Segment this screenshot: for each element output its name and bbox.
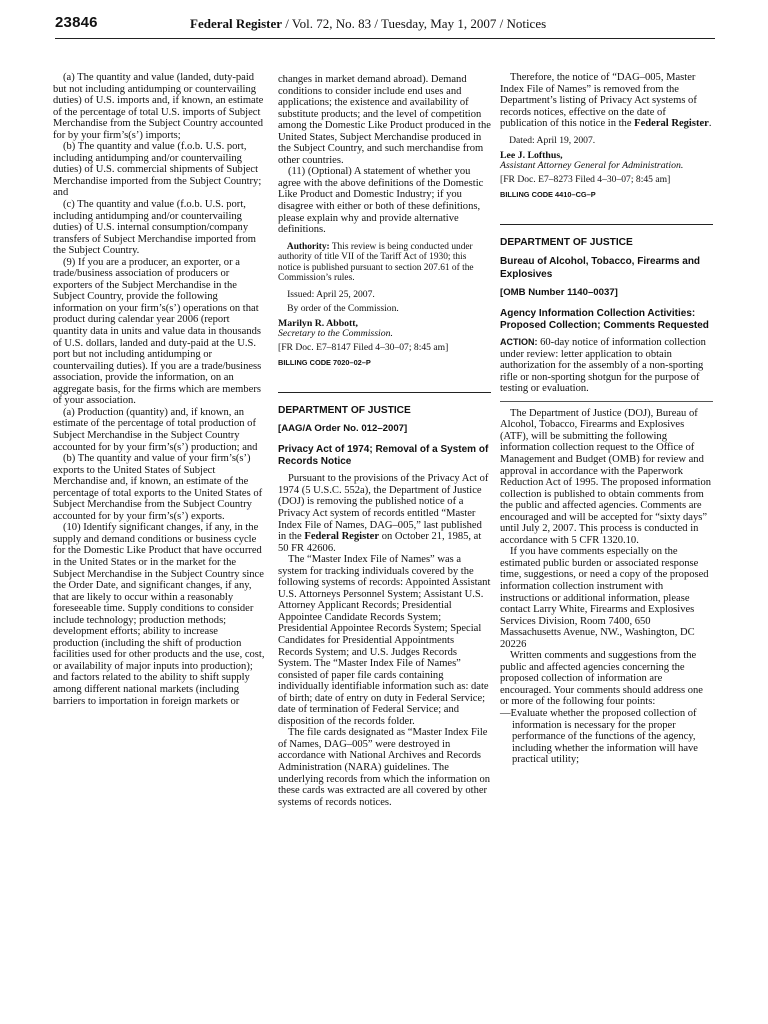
publication-title: Federal Register bbox=[190, 16, 283, 31]
notice-subject: Privacy Act of 1974; Removal of a System of Records Notice bbox=[278, 443, 489, 468]
bullet-item: —Evaluate whether the proposed collection of information is necessary for the proper performance of the functions of the agency, including whether the information will have practical utility; bbox=[500, 707, 698, 766]
text: . bbox=[708, 118, 712, 130]
running-head bbox=[190, 16, 546, 32]
paragraph: (a) The quantity and value (landed, duty-paid but not including antidumping or countervailing duties) of U.S. imports and, if known, an estimate of the percentage of total U.S. imports of Subject Merchandise from the Subject Country accounted for by your firm’s(s’) imports; bbox=[53, 72, 264, 141]
publication-ref: Federal Register bbox=[634, 118, 709, 130]
paragraph bbox=[278, 473, 491, 554]
paragraph: The file cards designated as “Master Index File of Names, DAG–005” were destroyed in accordance with National Archives and Records Administration (NARA) guidelines. The underlying records from which the information on these cards was extracted are all covered by other systems of records notices. bbox=[278, 727, 491, 808]
action-label: ACTION: bbox=[500, 337, 538, 348]
paragraph: (10) Identify significant changes, if any, in the supply and demand conditions or business cycle for the Domestic Like Product that have occurred in the United States or in the market for the Subject Merchandise in the Subject Country since the Order Date, and significant changes, if any, that are likely to occur within a reasonably foreseeable time. Supply conditions to consider include technology; production methods; development efforts; ability to increase production (including the shift of production facilities used for other products and the use, cost, or availability of major inputs into production); and factors related to the ability to shift supply among different national markets (including barriers to importation in foreign markets or bbox=[53, 522, 265, 707]
signer-title: Secretary to the Commission. bbox=[278, 328, 394, 340]
page-header bbox=[55, 8, 715, 36]
text: Therefore, the notice of “DAG–005, Master Index File of Names” is removed from the Department’s listing of Privacy Act systems of records notices, effective on the date of publication of this notice in the bbox=[500, 72, 697, 130]
section-rule bbox=[500, 224, 713, 225]
text: on October 21, 1985, at 50 FR 42606. bbox=[278, 531, 482, 554]
paragraph: changes in market demand abroad). Demand conditions to consider include end uses and applications; the existence and availability of substitute products; and the level of competition among the Domestic Like Product produced in the United States, Subject Merchandise produced in the Subject Country, and such merchandise from other countries. bbox=[278, 74, 491, 166]
paragraph: The Department of Justice (DOJ), Bureau of Alcohol, Tobacco, Firearms and Explosives (ATF), will be submitting the following information collection request to the Office of Management and Budget (OMB) for review and approval in accordance with the Paperwork Reduction Act of 1995. The proposed information collection is published to obtain comments from the public and affected agencies. Comments are encouraged and will be accepted for “sixty days” until July 2, 2007. This process is conducted in accordance with 5 CFR 1320.10. bbox=[500, 407, 711, 546]
dated-line: Dated: April 19, 2007. bbox=[509, 134, 596, 146]
fr-doc-line: [FR Doc. E7–8147 Filed 4–30–07; 8:45 am] bbox=[278, 341, 449, 353]
action-text: 60-day notice of information collection under review: letter application to obtain authorization for the assembly of a non-sporting rifle or non-sporting shotgun for the purpose of testing or evaluation. bbox=[500, 337, 706, 395]
summary-rule bbox=[500, 401, 713, 402]
column-1 bbox=[53, 72, 266, 707]
authority-note bbox=[278, 242, 491, 284]
paragraph: The “Master Index File of Names” was a system for tracking individuals covered by the following systems of records: Appointed Assistant U.S. Attorneys Personnel System; Assistant U.S. Attorney Applicant Records; Presidential Appointee Candidate Records System; Presidential Appointee Records System; Special Candidates for Presidential Appointments Records System; and U.S. Judges Records System. The “Master Index File of Names” consisted of paper file cards containing individually identifiable information such as: date of birth; date of entry on duty in Federal Service; date of termination of Federal Service; and disposition of the records folder. bbox=[278, 554, 491, 727]
paragraph: (11) (Optional) A statement of whether you agree with the above definitions of the Domestic Like Product and Domestic Industry; if you disagree with either or both of these definitions, please explain why and provide alternative definitions. bbox=[278, 166, 484, 236]
paragraph bbox=[500, 72, 713, 130]
authority-text: This review is being conducted under authority of title VII of the Tariff Act of 1930; this notice is published pursuant to section 207.61 of the Commission’s rules. bbox=[278, 241, 474, 284]
column-2 bbox=[278, 74, 491, 808]
fr-doc-line: [FR Doc. E7–8273 Filed 4–30–07; 8:45 am] bbox=[500, 173, 671, 185]
column-3 bbox=[500, 72, 713, 766]
text: Pursuant to the provisions of the Privacy Act of 1974 (5 U.S.C. 552a), the Department of Justice (DOJ) is removing the published notice of a Privacy Act system of records entitled “Master Index File of Names, DAG–005,” last published in the bbox=[278, 473, 489, 543]
paragraph: (b) The quantity and value (f.o.b. U.S. port, including antidumping and/or countervailing duties) of U.S. commercial shipments of Subject Merchandise imported from the Subject Country; and bbox=[53, 141, 262, 199]
docket-number: [AAG/A Order No. 012–2007] bbox=[278, 423, 408, 435]
publication-ref: Federal Register bbox=[304, 531, 380, 543]
paragraph: (c) The quantity and value (f.o.b. U.S. port, including antidumping and/or countervailing duties) of U.S. internal consumption/company transfers of Subject Merchandise imported from the Subject Country. bbox=[53, 199, 256, 257]
agency-heading: DEPARTMENT OF JUSTICE bbox=[500, 237, 633, 249]
paragraph: (a) Production (quantity) and, if known, an estimate of the percentage of total production of Subject Merchandise in the Subject Country accounted for by your firm’s(s’) production; and bbox=[53, 406, 258, 453]
paragraph: If you have comments especially on the estimated public burden or associated response time, suggestions, or need a copy of the proposed information collection instrument with instructions or additional information, please contact Larry White, Firearms and Explosives Services Division, Room 7400, 650 Massachusetts Avenue, NW., Washington, DC 20226 bbox=[500, 546, 709, 650]
volume-issue-date: / Vol. 72, No. 83 / Tuesday, May 1, 2007 / Notices bbox=[282, 16, 547, 31]
page-number: 23846 bbox=[55, 14, 98, 31]
billing-code: BILLING CODE 4410–CG–P bbox=[500, 189, 596, 199]
paragraph: (b) The quantity and value of your firm’s(s’) exports to the United States of Subject Merchandise and, if known, an estimate of the percentage of total exports to the United States of Subject Merchandise from the Subject Country accounted for by your firm’s(s’) exports. bbox=[53, 453, 263, 522]
signer-name: Lee J. Lofthus, bbox=[500, 149, 563, 161]
header-rule bbox=[55, 38, 715, 39]
by-order: By order of the Commission. bbox=[287, 302, 399, 314]
signer-title: Assistant Attorney General for Administration. bbox=[500, 160, 684, 172]
authority-label: Authority: bbox=[286, 241, 330, 252]
paragraph: (9) If you are a producer, an exporter, or a trade/business association of producers or exporters of the Subject Merchandise in the Subject Country, provide the following information on your firm’s(s’) operations on that product during calendar year 2006 (report quantity data in units and value data in thousands of U.S. dollars, landed and duty-paid at the U.S. port but not including antidumping or countervailing duties). If you are a trade/business association, provide the information, on an aggregate basis, for the firms which are members of your association. bbox=[53, 256, 262, 407]
notice-subject: Agency Information Collection Activities: Proposed Collection; Comments Requested bbox=[500, 307, 709, 331]
omb-number: [OMB Number 1140–0037] bbox=[500, 287, 618, 299]
signer-name: Marilyn R. Abbott, bbox=[278, 317, 359, 329]
sub-agency-heading: Bureau of Alcohol, Tobacco, Firearms and Explosives bbox=[500, 256, 701, 280]
action-paragraph bbox=[500, 337, 713, 395]
billing-code: BILLING CODE 7020–02–P bbox=[278, 357, 371, 367]
agency-heading: DEPARTMENT OF JUSTICE bbox=[278, 405, 411, 417]
issued-date: Issued: April 25, 2007. bbox=[287, 289, 375, 301]
paragraph: Written comments and suggestions from the public and affected agencies concerning the proposed collection of information are encouraged. Your comments should address one or more of the following four points: bbox=[500, 650, 703, 708]
section-rule bbox=[278, 392, 491, 393]
